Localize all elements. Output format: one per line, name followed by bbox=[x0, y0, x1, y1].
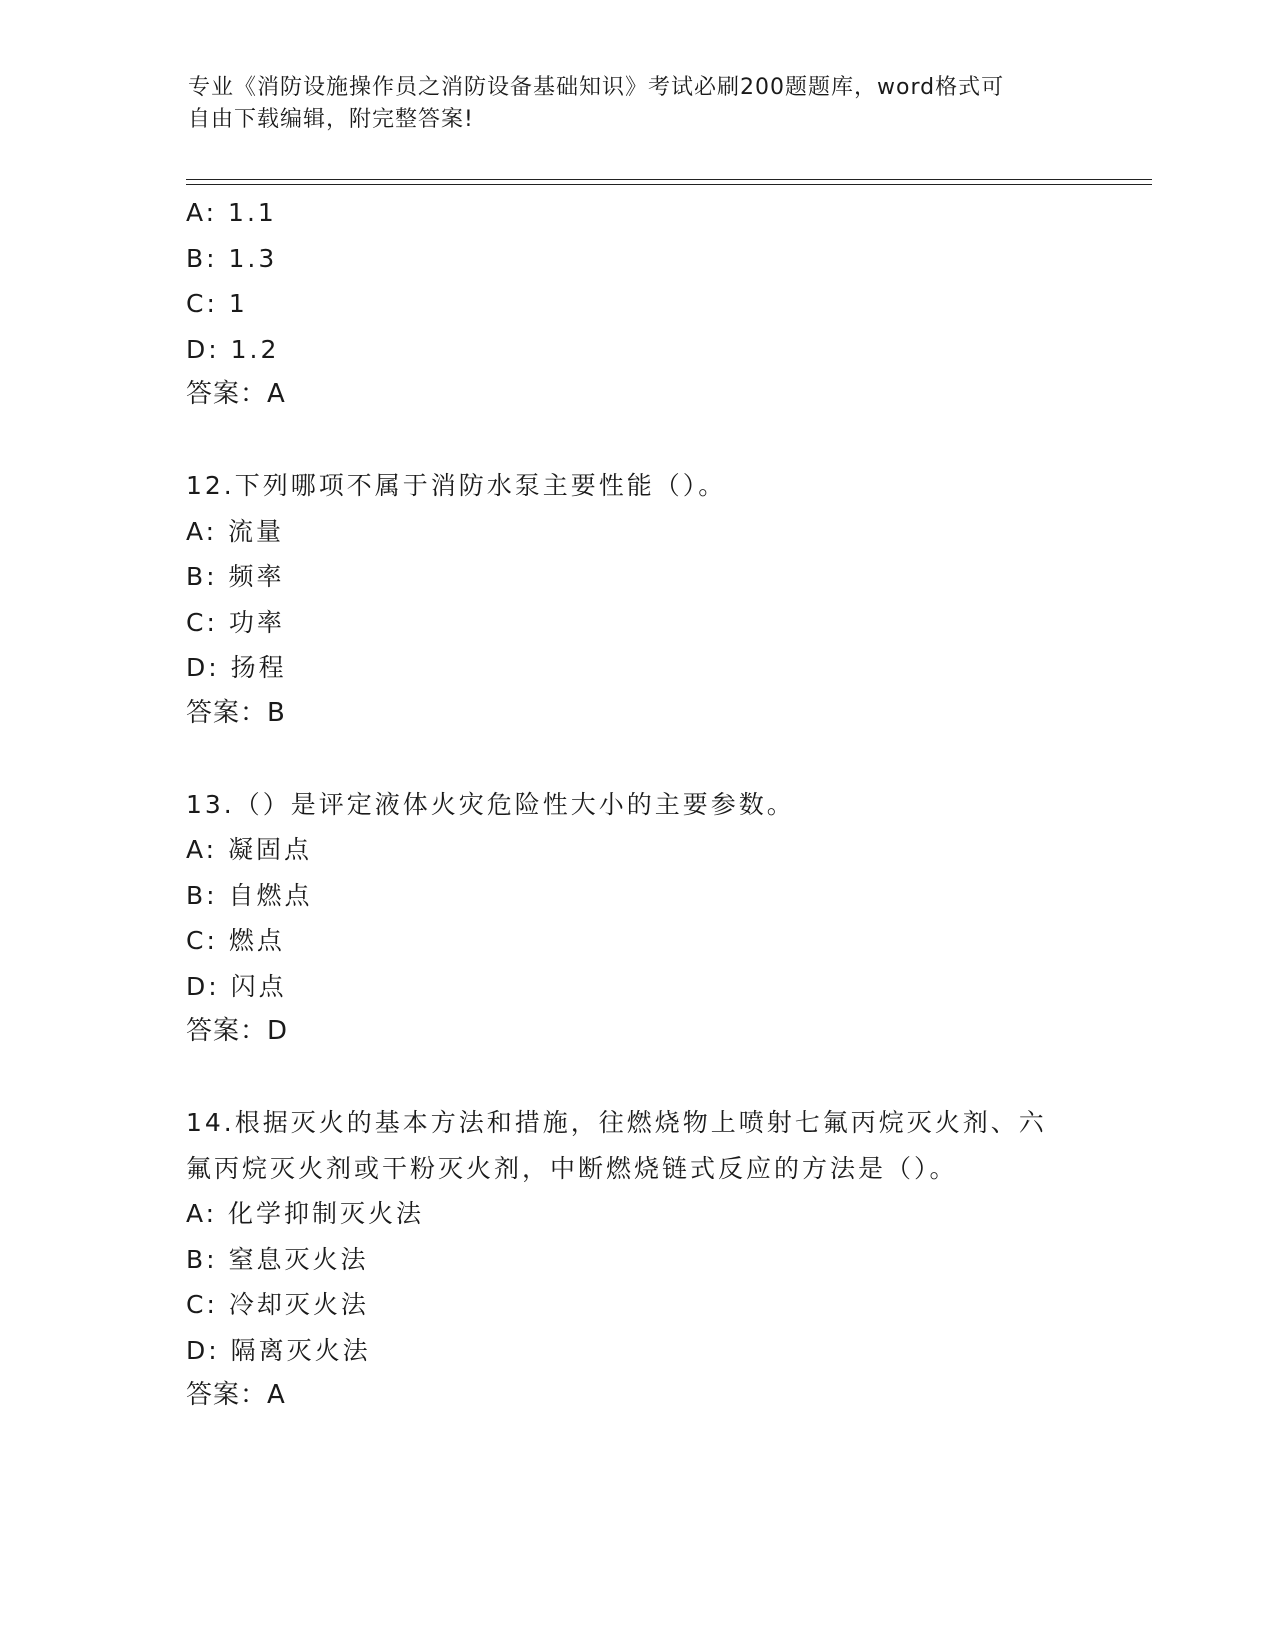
answer-label: 答案：B bbox=[186, 697, 286, 728]
spacer bbox=[186, 1055, 1086, 1101]
question-block-partial bbox=[186, 190, 1086, 418]
header-divider-bottom bbox=[186, 184, 1152, 185]
option-a: A: 凝固点 bbox=[186, 835, 313, 864]
question-text-line-1: 14.根据灭火的基本方法和措施，往燃烧物上喷射七氟丙烷灭火剂、六 bbox=[186, 1108, 1047, 1137]
document-header bbox=[188, 72, 1088, 136]
option-a: A: 流量 bbox=[186, 516, 285, 546]
header-line-1: 专业《消防设施操作员之消防设备基础知识》考试必刷200题题库，word格式可 bbox=[188, 75, 1005, 100]
option-d: D: 扬程 bbox=[186, 653, 287, 682]
answer-label: 答案：A bbox=[186, 379, 286, 409]
question-text: 12.下列哪项不属于消防水泵主要性能（）。 bbox=[186, 471, 727, 500]
option-b: B: 窒息灭火法 bbox=[186, 1244, 369, 1274]
option-b: B: 1.3 bbox=[186, 243, 278, 273]
answer-label: 答案：D bbox=[186, 1016, 289, 1046]
question-block-14 bbox=[186, 1100, 1086, 1419]
option-c: C: 燃点 bbox=[186, 926, 285, 955]
option-d: D: 隔离灭火法 bbox=[186, 1335, 371, 1365]
option-c: C: 1 bbox=[186, 289, 248, 318]
question-text: 13.（）是评定液体火灾危险性大小的主要参数。 bbox=[186, 789, 795, 819]
answer-label: 答案：A bbox=[186, 1380, 286, 1410]
option-c: C: 功率 bbox=[186, 607, 285, 637]
question-block-12 bbox=[186, 463, 1086, 736]
header-divider-top bbox=[186, 179, 1152, 180]
option-c: C: 冷却灭火法 bbox=[186, 1290, 369, 1319]
option-a: A: 化学抑制灭火法 bbox=[186, 1199, 425, 1228]
question-list bbox=[186, 190, 1086, 1419]
spacer bbox=[186, 736, 1086, 782]
option-b: B: 自燃点 bbox=[186, 880, 313, 910]
option-a: A: 1.1 bbox=[186, 198, 277, 227]
option-b: B: 频率 bbox=[186, 562, 285, 591]
option-d: D: 1.2 bbox=[186, 334, 280, 364]
spacer bbox=[186, 418, 1086, 464]
question-text-line-2: 氟丙烷灭火剂或干粉灭火剂，中断燃烧链式反应的方法是（）。 bbox=[186, 1153, 958, 1183]
option-d: D: 闪点 bbox=[186, 971, 287, 1001]
question-block-13 bbox=[186, 782, 1086, 1055]
header-line-2: 自由下载编辑，附完整答案! bbox=[188, 107, 474, 132]
